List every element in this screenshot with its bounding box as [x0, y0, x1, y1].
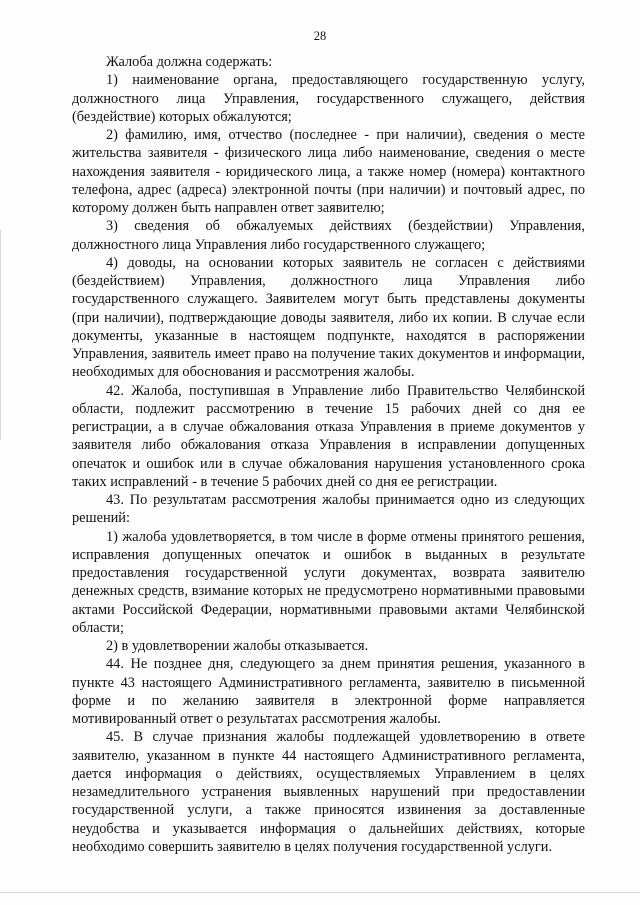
document-body: [72, 53, 585, 856]
paragraph-item-1-authority-name: 1) наименование органа, предоставляющего государственную услугу, должностного лица Управления, государственного служащего, действия (бездействие) которых обжалуются;: [72, 72, 585, 125]
paragraph-complaint-contents-intro: Жалоба должна содержать:: [106, 54, 273, 70]
paragraph-clause-42: 42. Жалоба, поступившая в Управление либо Правительство Челябинской области, подлежит рассмотрению в течение 15 рабочих дней со дня ее регистрации, а в случае обжалования отказа Управления в приеме документов у заявителя либо обжалования отказа Управления в исправлении допущенных опечаток и ошибок или в случае обжалования нарушения установленного срока таких исправлений - в течение 5 рабочих дней со дня ее регистрации.: [72, 382, 585, 490]
page-number: 28: [313, 29, 327, 43]
scan-bottom-edge: [0, 892, 640, 893]
paragraph-item-4-arguments: 4) доводы, на основании которых заявитель не согласен с действиями (бездействием) Управления, должностного лица Управления либо государственного служащего. Заявителем могут быть представлены документы (при наличии), подтверждающие доводы заявителя, либо их копии. В случае если документы, указанные в настоящем подпункте, находятся в распоряжении Управления, заявитель имеет право на получение таких документов и информации, необходимых для обоснования и рассмотрения жалобы.: [72, 254, 585, 381]
paragraph-clause-44: 44. Не позднее дня, следующего за днем принятия решения, указанного в пункте 43 настоящего Административного регламента, заявителю в письменной форме и по желанию заявителя в электронной форме направляется мотивированный ответ о результатах рассмотрения жалобы.: [72, 656, 585, 727]
scan-edge-mark: [0, 230, 1, 440]
paragraph-item-2-applicant-details: 2) фамилию, имя, отчество (последнее - при наличии), сведения о месте жительства заявителя - физического лица либо наименование, сведения о месте нахождения заявителя - юридического лица, а также номер (номера) контактного телефона, адрес (адреса) электронной почты (при наличии) и почтовый адрес, по которому должен быть направлен ответ заявителю;: [72, 127, 585, 216]
paragraph-decision-1-satisfied: 1) жалоба удовлетворяется, в том числе в форме отмены принятого решения, исправления допущенных опечаток и ошибок в выданных в результате предоставления государственной услуги документах, возврата заявителю денежных средств, взимание которых не предусмотрено нормативными правовыми актами Российской Федерации, нормативными правовыми актами Челябинской области;: [72, 528, 585, 636]
paragraph-clause-43: 43. По результатам рассмотрения жалобы принимается одно из следующих решений:: [72, 492, 585, 527]
paragraph-decision-2-refused: 2) в удовлетворении жалобы отказывается.: [106, 638, 369, 654]
paragraph-item-3-appealed-actions: 3) сведения об обжалуемых действиях (бездействии) Управления, должностного лица Управления либо государственного служащего;: [72, 218, 585, 253]
paragraph-clause-45: 45. В случае признания жалобы подлежащей удовлетворению в ответе заявителю, указанном в пункте 44 настоящего Административного регламента, дается информация о действиях, осуществляемых Управлением в целях незамедлительного устранения выявленных нарушений при предоставлении государственной услуги, а также приносятся извинения за доставленные неудобства и указывается информация о дальнейших действиях, которые необходимо совершить заявителю в целях получения государственной услуги.: [72, 729, 585, 855]
